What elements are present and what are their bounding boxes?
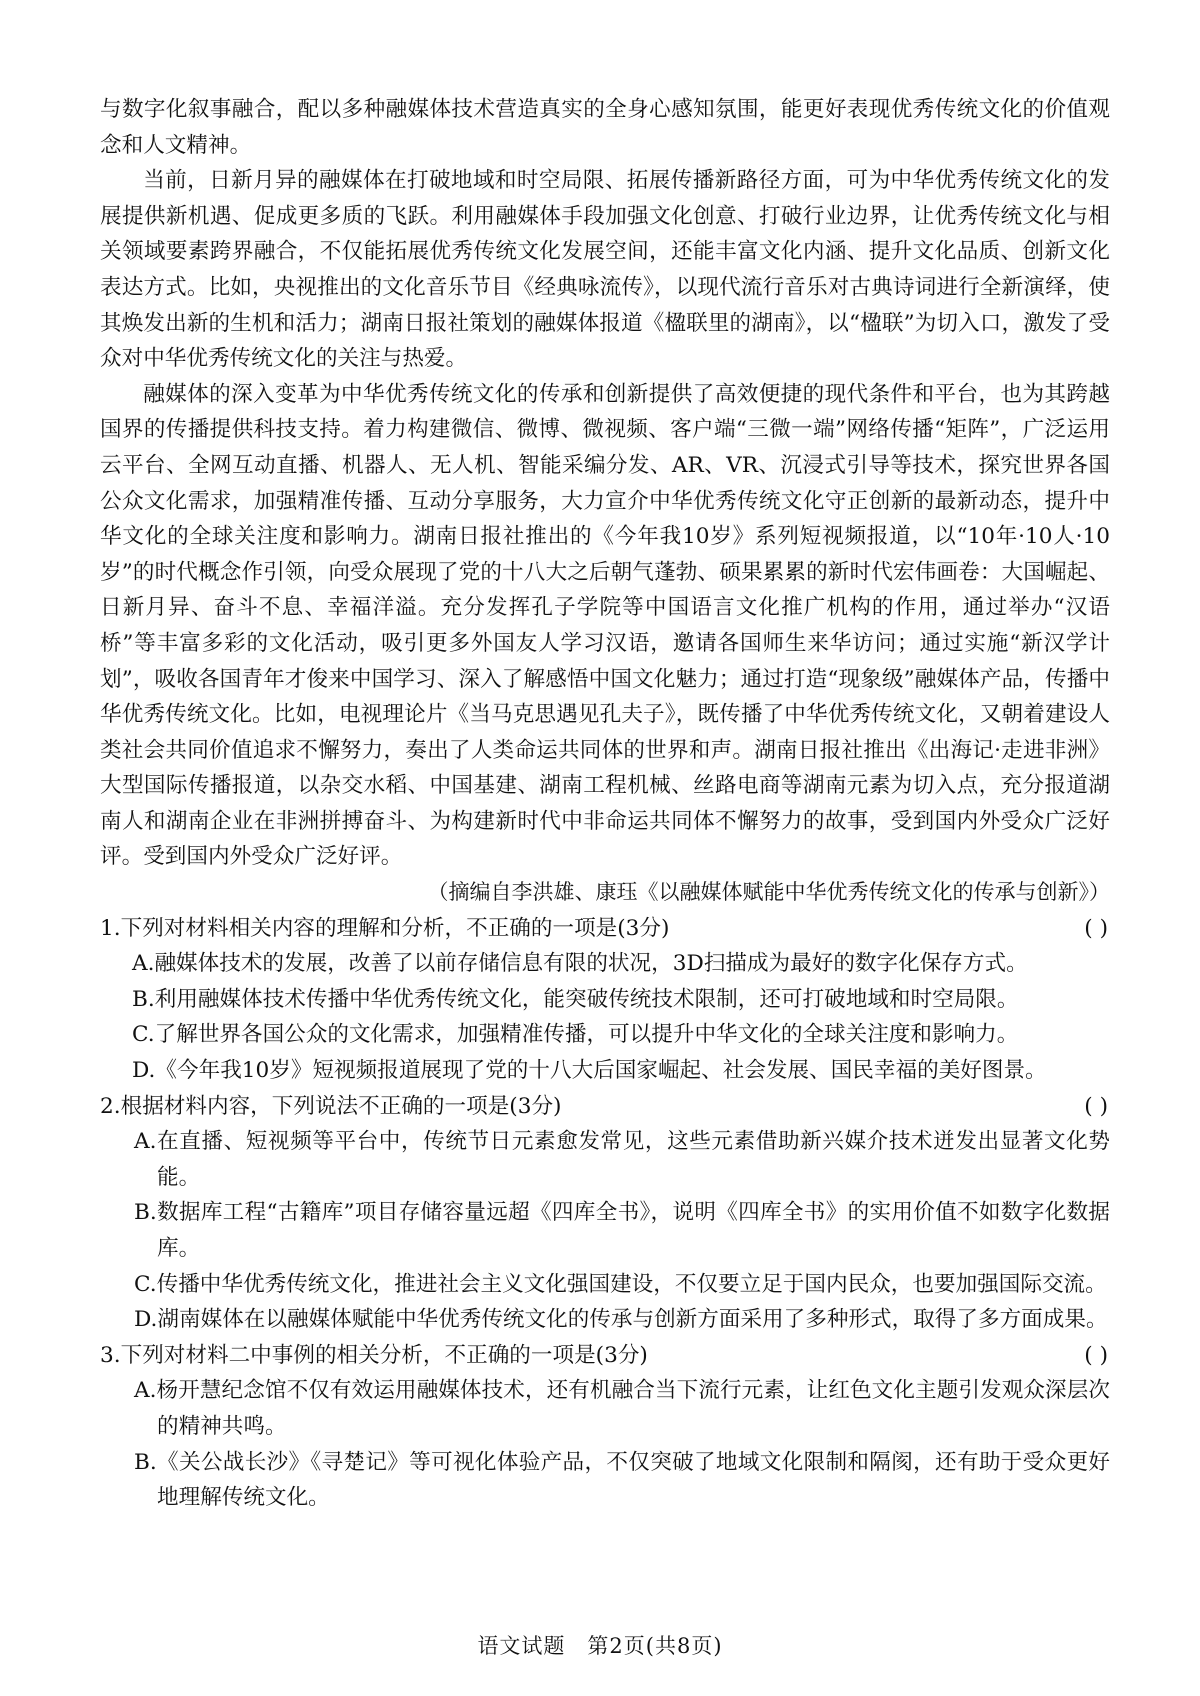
option-a: A.融媒体技术的发展，改善了以前存储信息有限的状况，3D扫描成为最好的数字化保存方式。 — [132, 951, 1028, 977]
passage-source: （摘编自李洪雄、康珏《以融媒体赋能中华优秀传统文化的传承与创新》） — [427, 880, 1110, 905]
answer-parentheses: ( ) — [1084, 1342, 1108, 1368]
option-b: B.利用融媒体技术传播中华优秀传统文化，能突破传统技术限制，还可打破地域和时空局限。 — [132, 986, 1019, 1012]
exam-page — [100, 92, 1110, 1516]
answer-parentheses: ( ) — [1084, 915, 1108, 941]
option-d: D.湖南媒体在以融媒体赋能中华优秀传统文化的传承与创新方面采用了多种形式，取得了多方面成果。 — [134, 1307, 1108, 1333]
question-stem-text: 3.下列对材料二中事例的相关分析，不正确的一项是(3分) — [100, 1342, 648, 1368]
option-a: A.杨开慧纪念馆不仅有效运用融媒体技术，还有机融合当下流行元素，让红色文化主题引发观众深层次的精神共鸣。 — [134, 1378, 1110, 1439]
passage-paragraph-3: 融媒体的深入变革为中华优秀传统文化的传承和创新提供了高效便捷的现代条件和平台，也为其跨越国界的传播提供科技支持。着力构建微信、微博、微视频、客户端“三微一端”网络传播“矩阵”，广泛运用云平台、全网互动直播、机器人、无人机、智能采编分发、AR、VR、沉浸式引导等技术，探究世界各国公众文化需求，加强精准传播、互动分享服务，大力宣介中华优秀传统文化守正创新的最新动态，提升中华文化的全球关注度和影响力。湖南日报社推出的《今年我10岁》系列短视频报道，以“10年·10人·10岁”的时代概念作引领，向受众展现了党的十八大之后朝气蓬勃、硕果累累的新时代宏伟画卷：大国崛起、日新月异、奋斗不息、幸福洋溢。充分发挥孔子学院等中国语言文化推广机构的作用，通过举办“汉语桥”等丰富多彩的文化活动，吸引更多外国友人学习汉语，邀请各国师生来华访问；通过实施“新汉学计划”，吸收各国青年才俊来中国学习、深入了解感悟中国文化魅力；通过打造“现象级”融媒体产品，传播中华优秀传统文化。比如，电视理论片《当马克思遇见孔夫子》，既传播了中华优秀传统文化，又朝着建设人类社会共同价值追求不懈努力，奏出了人类命运共同体的世界和声。湖南日报社推出《出海记·走进非洲》大型国际传播报道，以杂交水稻、中国基建、湖南工程机械、丝路电商等湖南元素为切入点，充分报道湖南人和湖南企业在非洲拼搏奋斗、为构建新时代中非命运共同体不懈努力的故事，受到国内外受众广泛好评。受到国内外受众广泛好评。 — [100, 381, 1110, 870]
question-stem — [100, 1089, 1110, 1125]
question-stem — [100, 911, 1110, 947]
option-b: B.《关公战长沙》《寻楚记》等可视化体验产品，不仅突破了地域文化限制和隔阂，还有助于受众更好地理解传统文化。 — [134, 1449, 1110, 1511]
option-a: A.在直播、短视频等平台中，传统节日元素愈发常见，这些元素借助新兴媒介技术迸发出显著文化势能。 — [134, 1129, 1110, 1190]
option-d: D.《今年我10岁》短视频报道展现了党的十八大后国家崛起、社会发展、国民幸福的美好图景。 — [132, 1058, 1047, 1084]
option-c: C.了解世界各国公众的文化需求，加强精准传播，可以提升中华文化的全球关注度和影响力。 — [132, 1022, 1019, 1048]
question-2 — [100, 1089, 1110, 1338]
passage-paragraph-continued: 与数字化叙事融合，配以多种融媒体技术营造真实的全身心感知氛围，能更好表现优秀传统文化的价值观念和人文精神。 — [100, 97, 1110, 158]
option-c: C.传播中华优秀传统文化，推进社会主义文化强国建设，不仅要立足于国内民众，也要加强国际交流。 — [134, 1271, 1107, 1297]
question-stem-text: 2.根据材料内容，下列说法不正确的一项是(3分) — [100, 1093, 562, 1119]
answer-parentheses: ( ) — [1084, 1093, 1108, 1119]
question-stem — [100, 1338, 1110, 1374]
page-footer: 语文试题 第2页(共8页) — [477, 1634, 723, 1658]
passage-paragraph-2: 当前，日新月异的融媒体在打破地域和时空局限、拓展传播新路径方面，可为中华优秀传统文化的发展提供新机遇、促成更多质的飞跃。利用融媒体手段加强文化创意、打破行业边界，让优秀传统文化与相关领域要素跨界融合，不仅能拓展优秀传统文化发展空间，还能丰富文化内涵、提升文化品质、创新文化表达方式。比如，央视推出的文化音乐节目《经典咏流传》，以现代流行音乐对古典诗词进行全新演绎，使其焕发出新的生机和活力；湖南日报社策划的融媒体报道《楹联里的湖南》，以“楹联”为切入口，激发了受众对中华优秀传统文化的关注与热爱。 — [100, 168, 1110, 372]
question-3 — [100, 1338, 1110, 1516]
question-1 — [100, 911, 1110, 1089]
option-b: B.数据库工程“古籍库”项目存储容量远超《四库全书》，说明《四库全书》的实用价值不如数字化数据库。 — [134, 1200, 1110, 1261]
question-stem-text: 1.下列对材料相关内容的理解和分析，不正确的一项是(3分) — [100, 915, 670, 941]
